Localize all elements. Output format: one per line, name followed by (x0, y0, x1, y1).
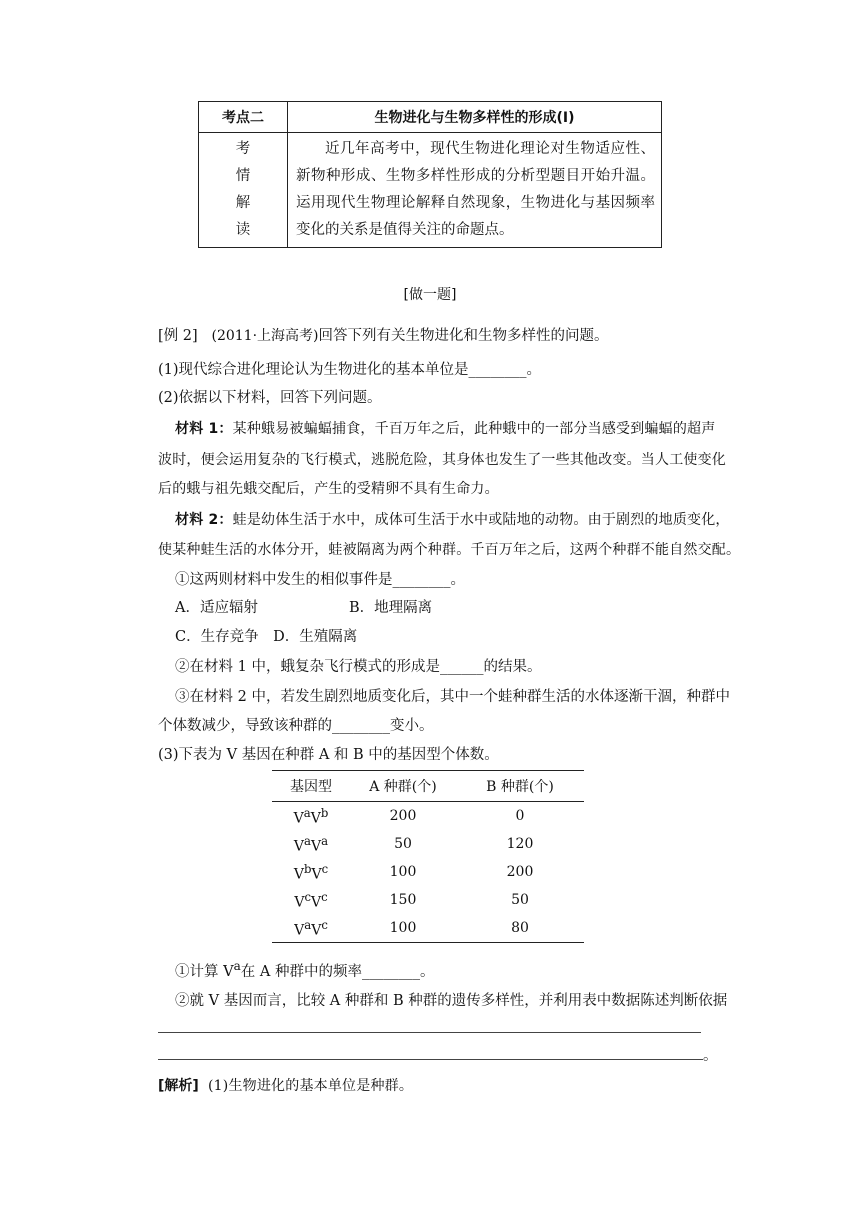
material-1-line-1: 材料 1：某种蛾易被蝙蝠捕食，千百万年之后，此种蛾中的一部分当感受到蝙蝠的超声 (175, 421, 716, 437)
analysis-line (158, 1075, 738, 1095)
question-3: (3)下表为 V 基因在种群 A 和 B 中的基因型个体数。 (158, 747, 499, 763)
example-intro: 回答下列有关生物进化和生物多样性的问题。 (318, 328, 609, 344)
material-1-line-2: 波时，便会运用复杂的飞行模式，逃脱危险，其身体也发生了一些其他改变。当人工使变化 (158, 452, 726, 468)
answer-blank-line[interactable] (158, 1032, 701, 1033)
table-header-cell: 基因型 (272, 771, 350, 802)
side-char: 考 (235, 141, 251, 157)
option-a: A．适应辐射 (175, 600, 258, 616)
count-b-cell: 200 (506, 864, 534, 880)
sub-question-3-line-1: ③在材料 2 中，若发生剧烈地质变化后，其中一个蛙种群生活的水体逐渐干涸，种群中 (175, 689, 730, 705)
sub-question-3-line-2: 个体数减少，导致该种群的________变小。 (158, 718, 434, 734)
table-row (272, 802, 584, 831)
material-2-line-1: 材料 2：蛙是幼体生活于水中，成体可生活于水中或陆地的动物。由于剧烈的地质变化， (175, 512, 730, 528)
count-a-cell: 200 (389, 808, 417, 824)
table-row (272, 914, 584, 943)
count-b-cell: 50 (511, 892, 529, 908)
calc-question: ①计算 $V^a$在 A 种群中的频率________。 (175, 959, 435, 980)
count-b-cell: 120 (506, 836, 534, 852)
topic-title: 生物进化与生物多样性的形成(Ⅰ) (288, 102, 662, 133)
example-intro-line (158, 324, 738, 345)
material-1-line-3: 后的蛾与祖先蛾交配后，产生的受精卵不具有生命力。 (158, 481, 499, 497)
compare-question: ②就 V 基因而言，比较 A 种群和 B 种群的遗传多样性，并利用表中数据陈述判断依据 (175, 993, 728, 1009)
option-c-d: C．生存竞争 D．生殖隔离 (175, 629, 358, 645)
count-a-cell: 100 (389, 864, 417, 880)
topic-table (198, 101, 662, 248)
question-1: (1)现代综合进化理论认为生物进化的基本单位是________。 (158, 362, 542, 378)
side-char: 读 (235, 222, 251, 238)
count-b-cell: 80 (511, 920, 529, 936)
count-b-cell: 0 (515, 808, 525, 824)
genotype-cell: $V^cV^c$ (294, 889, 328, 911)
table-header-cell: A 种群(个) (350, 771, 456, 802)
genotype-cell: $V^bV^c$ (293, 861, 329, 883)
side-char: 解 (235, 195, 251, 211)
material-2-line-2: 使某种蛙生活的水体分开，蛙被隔离为两个种群。千百万年之后，这两个种群不能自然交配。 (158, 542, 741, 558)
genotype-cell: $V^aV^c$ (294, 917, 328, 939)
table-header-cell: B 种群(个) (456, 771, 584, 802)
genotype-table (272, 770, 584, 943)
sub-question-1: ①这两则材料中发生的相似事件是________。 (175, 572, 465, 588)
question-2: (2)依据以下材料，回答下列问题。 (158, 390, 382, 406)
material-1-label: 材料 1： (175, 421, 233, 437)
genotype-cell: $V^aV^a$ (293, 833, 329, 855)
topic-side-label (199, 133, 288, 248)
end-mark: 。 (703, 1048, 718, 1064)
example-tag: [例 2] (158, 328, 198, 344)
table-row (272, 858, 584, 886)
answer-blank-line[interactable] (158, 1059, 703, 1060)
side-char: 情 (235, 168, 251, 184)
material-2-label: 材料 2： (175, 512, 233, 528)
option-b: B．地理隔离 (349, 600, 433, 616)
analysis-tag: [解析] (158, 1078, 199, 1094)
analysis-text: (1)生物进化的基本单位是种群。 (208, 1078, 414, 1094)
section-heading: [做一题] (403, 287, 457, 303)
topic-label: 考点二 (199, 102, 288, 133)
topic-body: 近几年高考中，现代生物进化理论对生物适应性、新物种形成、生物多样性形成的分析型题目开始升温。运用现代生物理论解释自然现象，生物进化与基因频率变化的关系是值得关注的命题点。 (288, 133, 662, 248)
table-header-row (272, 771, 584, 802)
genotype-cell: $V^aV^b$ (293, 805, 329, 827)
count-a-cell: 50 (394, 836, 412, 852)
table-row (272, 830, 584, 858)
count-a-cell: 100 (389, 920, 417, 936)
example-source: (2011·上海高考) (211, 328, 319, 344)
table-row (272, 886, 584, 914)
count-a-cell: 150 (389, 892, 417, 908)
sub-question-2: ②在材料 1 中，蛾复杂飞行模式的形成是______的结果。 (175, 659, 542, 675)
